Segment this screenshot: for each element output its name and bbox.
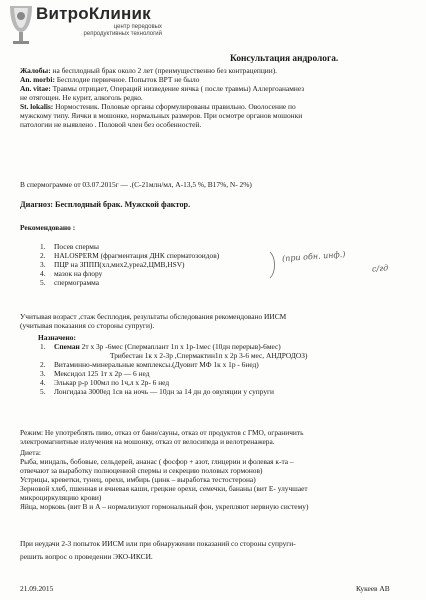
doctor-name: Кукеев АВ (356, 584, 390, 593)
an-vitae-line: An. vitae: Травмы отрицает, Операций низведение яичка ( после травмы) Аллергоанамнез (20, 84, 305, 94)
an-morbi-line: An. morbi: Бесплодие первичное. Попыток ВРТ не было (20, 75, 200, 85)
list-item: 2. Витаминно-минеральные комплексы.(Дуовит МФ 1к х 1р - 6нед) (40, 360, 259, 370)
list-item: 5. спермограмма (40, 278, 100, 288)
document-date: 21.09.2015 (20, 584, 54, 593)
list-item: 5. Лонгидаза 3000ед 1св на ночь — 10дн за 14 дн до овуляции у супруги (40, 387, 275, 397)
list-item: 2. HALOSPERM (фрагментация ДНК сперматозоидов) (40, 251, 220, 261)
spermogram-result: В спермограмме от 03.07.2015г — .(С-21млн/мл, А-13,5 %, В17%, N- 2%) (20, 180, 252, 189)
st-lokalis-line: St. lokalis: Нормостеник. Половые органы сформулированы правильно. Оволосение по (20, 102, 296, 112)
brand-name: ВитроКлиник (36, 4, 151, 23)
list-item: 3. ПЦР на ЗППП(хл,миx2,уреа2,ЦМВ,HSV) (40, 260, 185, 270)
recommended-list (40, 242, 280, 287)
regime: Режим: Не употреблять пиво, отказ от бани/сауны, отказ от продуктов с ГМО, ограничить электромагнитные излучения на мошонку, отказ от велосипеда и велотренажера. (20, 428, 304, 447)
handwritten-note: (при обн. инф.) (281, 249, 346, 264)
list-item: 3. Мексидол 125 1т х 2р — 6 нед (40, 369, 150, 379)
document-title: Консультация андролога. (230, 54, 339, 64)
list-item: 4. Элькар р-р 100мл по 1ч,л х 2р- 6 нед (40, 378, 170, 388)
list-item: 4. мазок на флору (40, 269, 103, 279)
list-item-sub: Трибестан 1к х 2-3р ,Спермактин1п х 2р 3-6 мес, АНДРОДОЗ) (110, 351, 308, 361)
recommended-label: Рекомендовано : (20, 223, 76, 232)
chalice-drop-logo-icon (6, 2, 36, 48)
complaints-line: Жалобы: на бесплодный брак около 2 лет (преимущественно без контрацепции). (20, 66, 278, 75)
prescribed-label: Назначено: (38, 333, 76, 342)
diagnosis: Диагноз: Бесплодный брак. Мужской фактор. (20, 200, 191, 209)
failure-note: При неудачи 2-3 попыток ИИСМ или при обнаружении показаний со стороны супруги- решить вопрос о проведении ЭКО-ИКСИ. (20, 539, 296, 561)
prescribed-list (40, 342, 410, 396)
conclusion: Учитывая возраст ,стаж бесплодия, результаты обследования рекомендовано ИИСМ (учитывая показания со стороны супруги). (20, 312, 287, 331)
handwritten-note-2: с/гд (371, 263, 389, 274)
list-item: 1. Спеман 2т х 3р -6мес (Спермаплант 1п х 1р-1мес (10дн перерыв)-6мес) (40, 342, 281, 351)
brand-tagline: центр передовых репродуктивных технологий (83, 24, 162, 37)
anamnesis-section: Жалобы: на бесплодный брак около 2 лет (преимущественно без контрацепции). An. morbi: Бесплодие первичное. Попыток ВРТ не было An. vitae: Травмы отрицает, Операций низведение яичка ( после травмы) Аллергоанамнез не отягощен. Не курит, алкоголь редко. St. lokalis: Нормостеник. Половые органы сформулированы правильно. Оволосение по мужскому типу. Яички в мошонке, нормальных размеров. При осмотре органов мошонки патологии не выявлено . Половой член без особенностей. (20, 66, 420, 129)
diet-section: Диета: Рыба, миндаль, бобовые, сельдерей, ананас ( фосфор + азот, глицерин и фолевая к-та – отвечают за выработку полноценной спермы и секрецию половых гормонов) Устрицы, креветки, тунец, орехи, имбирь (цинк – выработка тестостерона) Зерновой хлеб, пшенная и ячневая каши, грецкие орехи, семечки, бананы (вит Е- улучшает микроциркуляцию крови) Яйца, морковь (вит В и А – нормализуют гормональный фон, укрепляют нервную систему) (20, 448, 420, 511)
diet-label: Диета: (20, 448, 41, 457)
handwritten-bracket-icon (268, 250, 278, 280)
list-item: 1. Посев спермы (40, 242, 99, 251)
